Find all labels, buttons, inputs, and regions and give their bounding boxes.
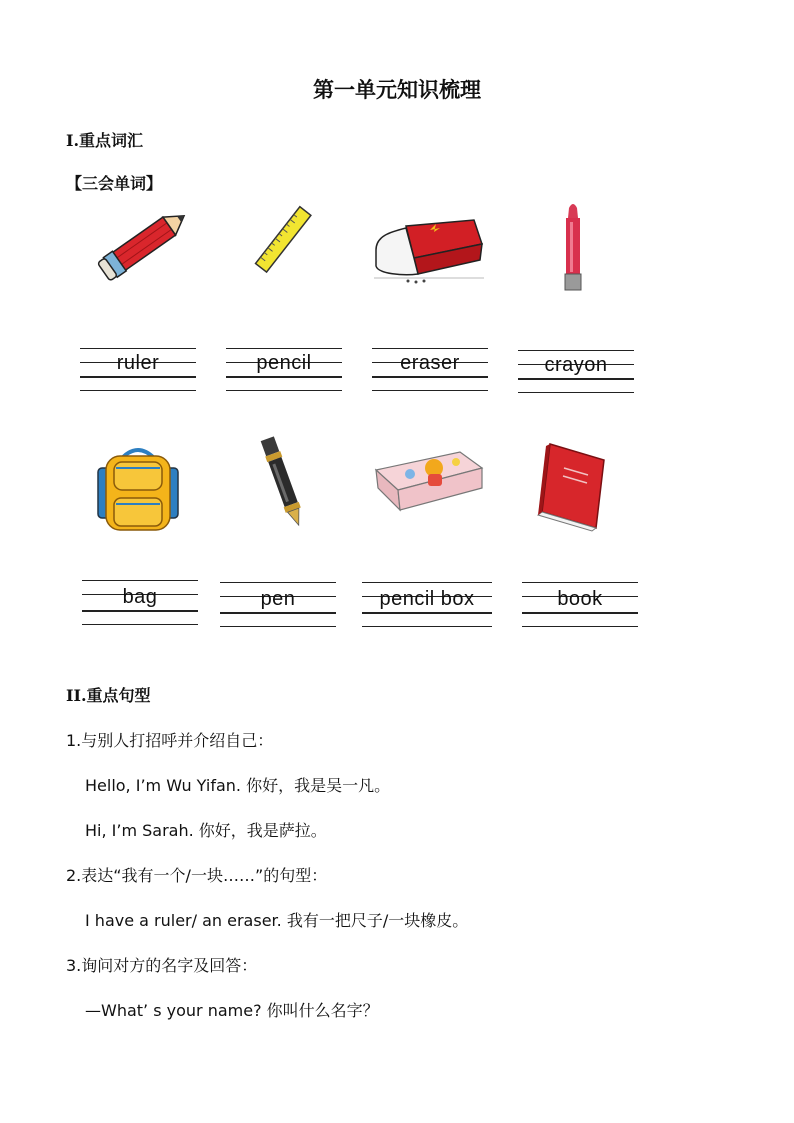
- section1-heading: I.重点词汇: [66, 131, 144, 150]
- ruler-image: [252, 202, 316, 278]
- word-bag: bag: [82, 580, 198, 626]
- pencil-image: [96, 200, 200, 282]
- pattern-2-label: 2.表达“我有一个/一块……”的句型：: [66, 866, 328, 885]
- pattern-1-label: 1.与别人打招呼并介绍自己：: [66, 731, 274, 750]
- pattern-2-example-1: I have a ruler/ an eraser. 我有一把尺子/一块橡皮。: [85, 911, 469, 930]
- pattern-3-label: 3.询问对方的名字及回答：: [66, 956, 258, 975]
- book-image: [534, 438, 614, 532]
- pen-image: [258, 434, 308, 530]
- pattern-3-example-1: —What’ s your name? 你叫什么名字？: [85, 1001, 379, 1020]
- eraser-image: [370, 214, 488, 286]
- word-pencil: pencil: [226, 348, 342, 394]
- word-book: book: [522, 582, 638, 628]
- word-crayon: crayon: [518, 350, 634, 396]
- word-pencil-box: pencil box: [362, 582, 492, 628]
- crayon-image: [558, 200, 588, 294]
- word-ruler: ruler: [80, 348, 196, 394]
- page-title: 第一单元知识梳理: [313, 77, 481, 102]
- word-eraser: eraser: [372, 348, 488, 394]
- pattern-1-example-2: Hi, I’m Sarah. 你好，我是萨拉。: [85, 821, 327, 840]
- section2-heading: II.重点句型: [66, 686, 151, 705]
- pencil-box-image: [372, 448, 486, 516]
- pattern-1-example-1: Hello, I’m Wu Yifan. 你好，我是吴一凡。: [85, 776, 391, 795]
- bag-image: [96, 440, 180, 532]
- word-pen: pen: [220, 582, 336, 628]
- section1-subheading: 【三会单词】: [66, 174, 163, 193]
